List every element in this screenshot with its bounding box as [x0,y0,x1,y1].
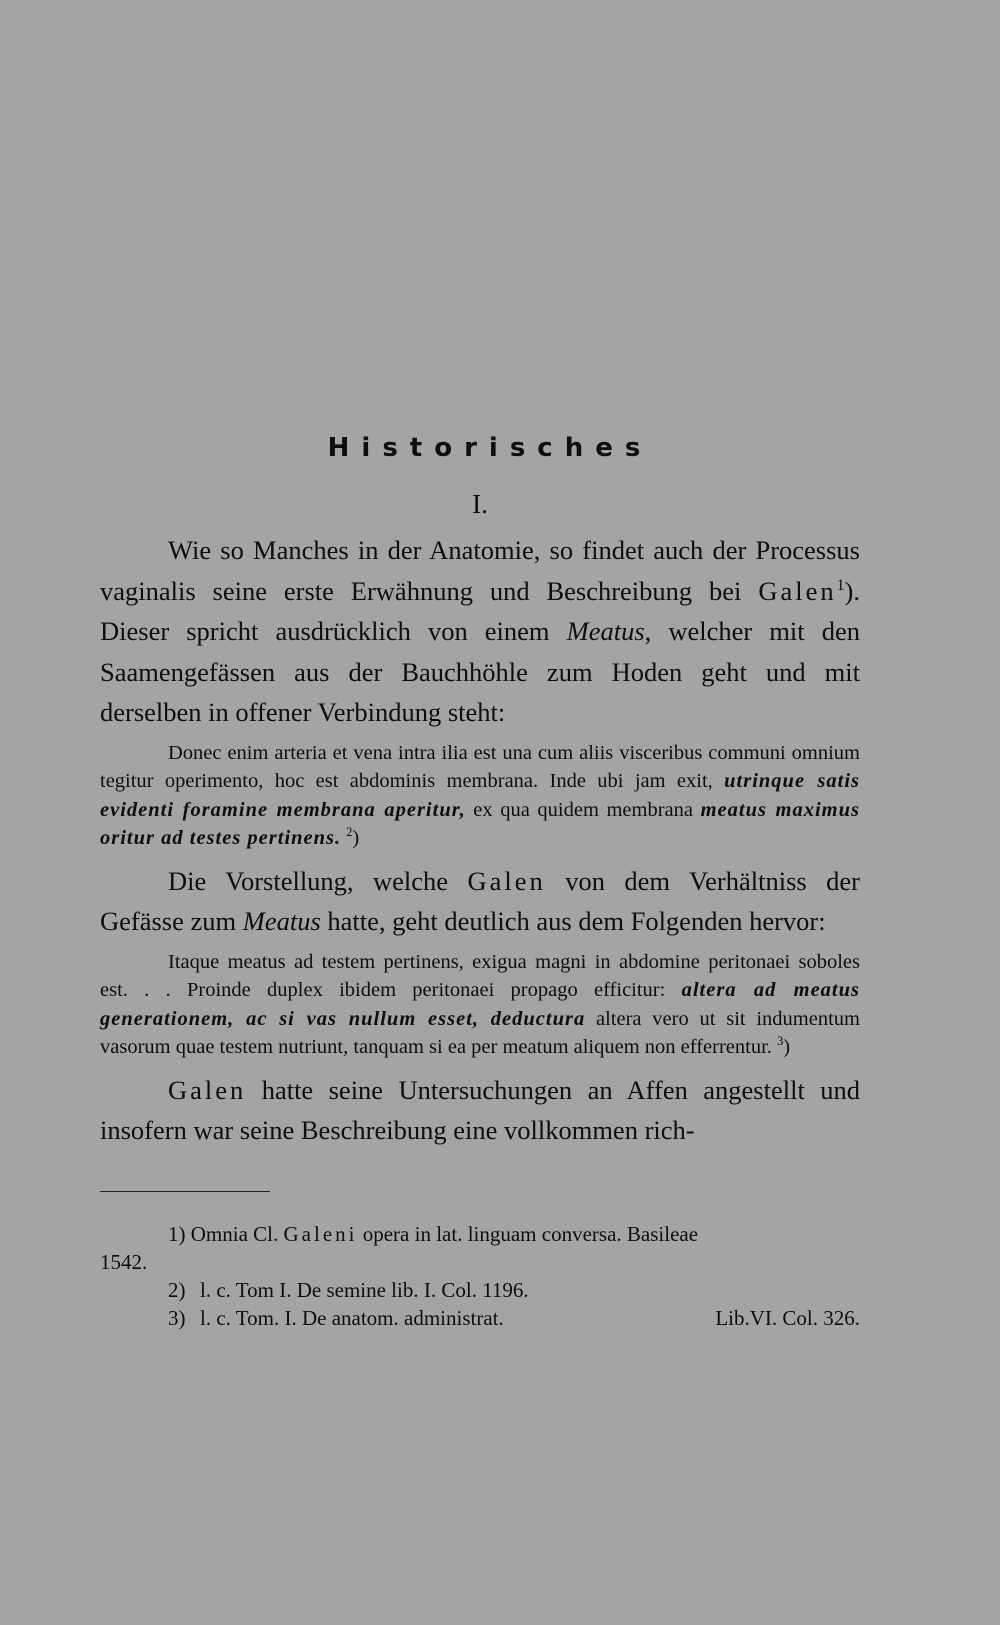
paragraph-3 [100,1070,860,1151]
footnote-3-text-right: Lib.VI. Col. 326. [715,1305,860,1330]
footnote-ref-2: 2 [346,825,353,840]
quotation-1 [100,739,860,853]
p1-text-2: ). Dieser spricht ausdrücklich von einem [100,575,860,646]
page-heading: Historisches [327,433,653,463]
footnote-ref-3: 3 [777,1034,784,1049]
q1-emphasis-2: meatus maximus oritur ad testes pertinens. [100,798,860,849]
p2-text-2: von dem Verhältniss der Gefässe zum [100,865,860,936]
q2-text-1: Itaque meatus ad testem pertinens, exigua magni in abdomine peritonaei soboles est. . . Proinde duplex ibidem peritonaei propago efficitur: [100,950,860,1001]
q2-text-2: altera vero ut sit indumentum vasorum quae testem nutriunt, tanquam si ea per meatum aliquem non efferrentur. [100,1007,860,1058]
author-name: Galen [168,1074,247,1105]
footnote-2-text: l. c. Tom I. De semine lib. I. Col. 1196. [200,1277,529,1302]
p2-text-3: hatte, geht deutlich aus dem Folgenden hervor: [320,906,826,936]
document-page [100,430,860,1332]
footnote-divider [100,1191,270,1192]
paragraph-1 [100,530,860,733]
footnote-3 [100,1304,860,1332]
footnote-1-year: 1542. [100,1249,148,1274]
author-name: Galen [467,865,546,896]
q1-text-2: ex qua quidem membrana [465,798,701,821]
p3-text-1: hatte seine Untersuchungen an Affen angestellt und insofern war seine Beschreibung eine vollkommen rich- [100,1074,860,1145]
footnote-1-author: Galeni [283,1221,358,1246]
term-meatus: Meatus [242,906,321,936]
footnote-ref-1: 1 [836,576,845,594]
quotation-2 [100,948,860,1062]
p1-text-3: , welcher mit den Saamengefässen aus der Bauchhöhle zum Hoden geht und mit derselben in offener Verbindung steht: [100,616,860,727]
q1-emphasis-1: utrinque satis evidenti foramine membrana aperitur, [100,770,860,821]
q2-close: ) [783,1036,791,1058]
section-number: I. [472,489,488,519]
footnote-3-text-left: l. c. Tom. I. De anatom. administrat. [200,1305,504,1330]
footnote-1-text-a: Omnia Cl. [185,1221,284,1246]
q2-emphasis-1: altera ad meatus generationem, ac si vas nullum esset, deductura [100,979,860,1030]
p2-text-1: Die Vorstellung, welche [168,865,468,896]
footnote-2-number: 2) [168,1277,186,1302]
paragraph-2 [100,861,860,942]
footnote-2 [100,1276,860,1304]
footnote-1 [100,1220,860,1248]
q1-text-1: Donec enim arteria et vena intra ilia est una cum aliis visceribus communi omnium tegitur operimento, hoc est abdominis membrana. Inde ubi jam exit, [100,741,860,792]
q1-close: ) [352,827,360,849]
footnote-1-text-b: opera in lat. linguam conversa. Basileae [357,1221,699,1246]
p1-text-1: Wie so Manches in der Anatomie, so findet auch der Processus vaginalis seine erste Erwähnung und Beschreibung bei [100,535,860,606]
footnote-3-number: 3) [168,1305,186,1330]
term-meatus: Meatus [566,616,645,646]
author-name: Galen [758,575,837,606]
footnotes [100,1220,860,1332]
footnote-1-number: 1) [168,1221,186,1246]
